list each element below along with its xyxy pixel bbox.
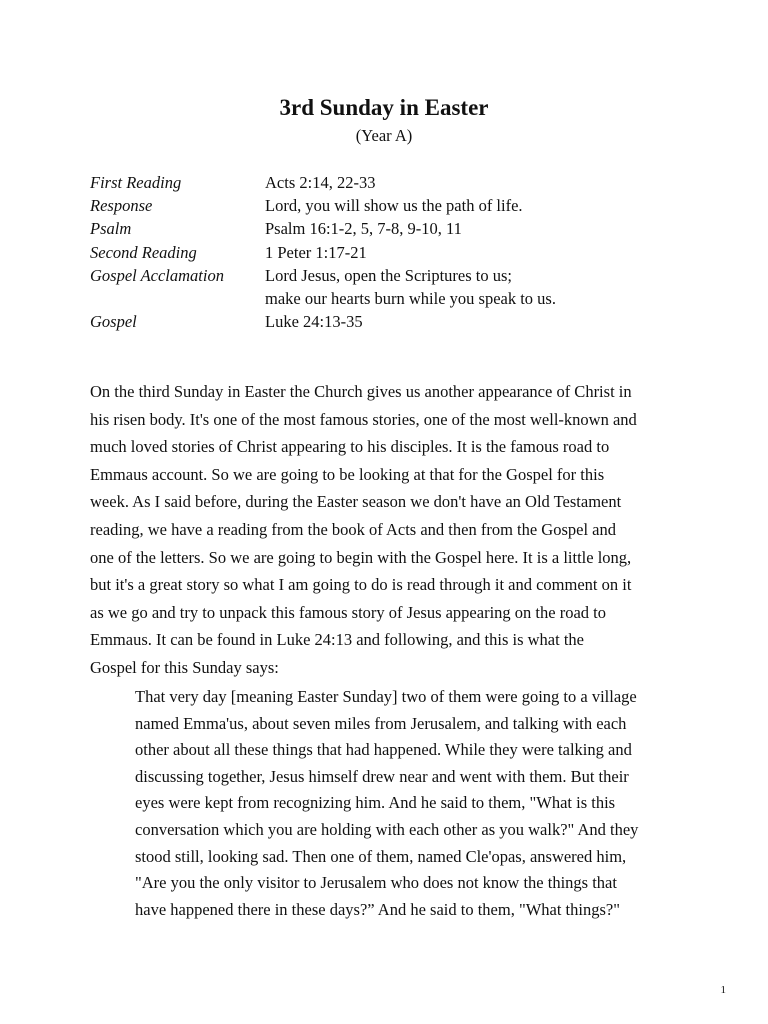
reading-value: Lord Jesus, open the Scriptures to us; xyxy=(265,265,513,285)
paragraph-line: his risen body. It's one of the most famous stories, one of the most well-known and xyxy=(90,409,637,429)
reading-row xyxy=(90,287,690,310)
quote-line: conversation which you are holding with each other as you walk?" And they xyxy=(135,819,639,839)
page-number: 1 xyxy=(720,984,726,996)
reading-row xyxy=(90,310,690,333)
intro-paragraph xyxy=(90,378,680,682)
paragraph-line: Emmaus account. So we are going to be looking at that for the Gospel for this xyxy=(90,464,605,484)
quote-line: That very day [meaning Easter Sunday] two of them were going to a village xyxy=(135,687,637,706)
reading-row xyxy=(90,217,690,240)
reading-label: Psalm xyxy=(90,219,132,239)
paragraph-line: On the third Sunday in Easter the Church gives us another appearance of Christ in xyxy=(90,382,632,401)
reading-row xyxy=(90,241,690,264)
page-subtitle: (Year A) xyxy=(355,126,413,145)
paragraph-line: one of the letters. So we are going to begin with the Gospel here. It is a little long, xyxy=(90,547,632,567)
reading-label: Response xyxy=(90,196,153,216)
reading-row xyxy=(90,194,690,217)
reading-label: Second Reading xyxy=(90,242,197,262)
reading-value: Lord, you will show us the path of life. xyxy=(265,196,523,216)
paragraph-line: Gospel for this Sunday says: xyxy=(90,657,279,677)
reading-row xyxy=(90,171,690,194)
reading-value: Acts 2:14, 22-33 xyxy=(265,173,376,192)
paragraph-line: reading, we have a reading from the book of Acts and then from the Gospel and xyxy=(90,519,617,539)
paragraph-line: much loved stories of Christ appearing to his disciples. It is the famous road to xyxy=(90,437,610,457)
reading-label: Gospel Acclamation xyxy=(90,265,224,285)
paragraph-line: as we go and try to unpack this famous story of Jesus appearing on the road to xyxy=(90,602,606,622)
quote-line: have happened there in these days?” And he said to them, "What things?" xyxy=(135,899,620,919)
quote-line: named Emma'us, about seven miles from Jerusalem, and talking with each xyxy=(135,713,627,733)
reading-value: make our hearts burn while you speak to us. xyxy=(265,289,556,309)
quote-line: other about all these things that had happened. While they were talking and xyxy=(135,740,632,760)
reading-value: Luke 24:13-35 xyxy=(265,312,363,332)
quote-line: stood still, looking sad. Then one of them, named Cle'opas, answered him, xyxy=(135,846,627,866)
quote-line: eyes were kept from recognizing him. And he said to them, "What is this xyxy=(135,793,616,813)
reading-label: First Reading xyxy=(90,173,182,192)
reading-row xyxy=(90,264,690,287)
readings-table xyxy=(90,171,690,333)
paragraph-line: week. As I said before, during the Easter season we don't have an Old Testament xyxy=(90,492,622,512)
reading-value: 1 Peter 1:17-21 xyxy=(265,242,367,262)
quote-line: "Are you the only visitor to Jerusalem who does not know the things that xyxy=(135,873,617,893)
reading-value: Psalm 16:1-2, 5, 7-8, 9-10, 11 xyxy=(265,219,462,239)
quote-line: discussing together, Jesus himself drew near and went with them. But their xyxy=(135,766,629,786)
reading-label xyxy=(90,287,265,310)
paragraph-line: Emmaus. It can be found in Luke 24:13 and following, and this is what the xyxy=(90,630,584,650)
page-title: 3rd Sunday in Easter xyxy=(279,95,489,120)
paragraph-line: but it's a great story so what I am going to do is read through it and comment on it xyxy=(90,575,632,595)
gospel-quote xyxy=(135,684,680,923)
reading-label: Gospel xyxy=(90,312,137,332)
